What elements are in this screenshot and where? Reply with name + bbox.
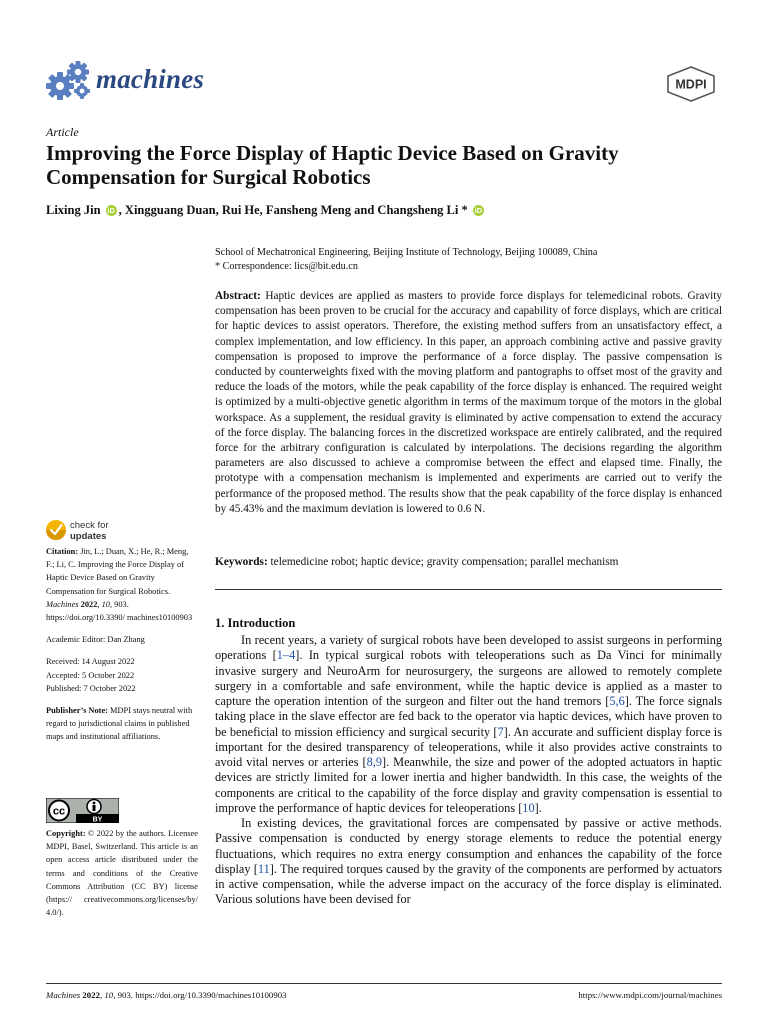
- citation-year: 2022: [78, 599, 98, 609]
- footer-journal: Machines: [46, 990, 81, 1000]
- text-run: ]. An accurate and sufficient display force is important for the desired transparency of teleoperations, while it also provides active constraints to avoid vital nerves or arteries [: [215, 724, 723, 769]
- text-run: ]. The force signals taking place in the slave effector are fed back to the operator via haptic devices, which have proven to be beneficial to mission efficiency and surgical security [: [215, 694, 722, 739]
- text-run: ]. The required torques caused by the gravity of the components are performed by actuators in active compensation, while the adverse impact on the accuracy of the force display is eliminated. Various solutions have been devised for: [215, 861, 722, 907]
- cc-by-license-badge[interactable]: [46, 798, 119, 823]
- svg-text:cc: cc: [52, 805, 66, 818]
- publishers-note-text: MDPI stays neutral with regard to jurisdictional claims in published maps and institutional affiliations.: [46, 706, 193, 742]
- paragraph: [215, 633, 722, 816]
- check-for-text: check for: [70, 520, 109, 531]
- text-run: In existing devices, the gravitational forces are compensated by passive or active methods. Passive compensation is conducted by energy storage elements to reduce the potential energy fluctuations, which requires no extra energy consumption and enhances the capability of the force display [: [215, 816, 722, 876]
- abstract-text: Haptic devices are applied as masters to provide force displays for telemedicinal robots. Gravity compensation has been proven to be crucial for the accuracy and capability of force displays, which are critical for haptic devices to assist operators. Therefore, the existing method suffers from an unsatisfactory effect, a complex implementation, and low efficiency. In this paper, an approach combining active and passive gravity compensation is proposed to improve the performance of a force display. The passive compensation is conducted by counterweights fixed with the moving platform and pantographs to offset most of the gravity and reduce the loads of the motors, while the peak capability of the force display is enhanced. The required weight is optimized by a multi-objective genetic algorithm in terms of the maximum torque of the motors in the global workspace. As a supplement, the residual gravity is eliminated by active compensation to extend the accuracy of the force display. The balancing forces in the discretized workspace are entirely calibrated, and the required force for the arbitrary configuration is calculated by interpolations. The decisions regarding the algorithm parameters are also discussed to achieve a compromise between the effect and elapsed time. Finally, the prototype with a compensation mechanism is implemented and experiments are carried out to verify the performance of the proposed method. The results show that the peak capability of the force display is enhanced by 45.43% and the maximum deviation is lowered to 0.6 N.: [215, 290, 722, 515]
- published-date: Published: 7 October 2022: [46, 683, 136, 693]
- reference-link[interactable]: 5,6: [609, 694, 625, 708]
- copyright-text: © 2022 by the authors. Licensee MDPI, Basel, Switzerland. This article is an open access article distributed under the terms and conditions of the Creative Commons Attribution (CC BY) license (https:// creativecommons.org/licenses/by/ 4.0/).: [46, 829, 198, 918]
- academic-editor: Academic Editor: Dan Zhang: [46, 635, 145, 645]
- received-date: Received: 14 August 2022: [46, 657, 135, 667]
- article-info-sidebar: [46, 545, 198, 744]
- keywords: [215, 556, 722, 568]
- text-run: ].: [534, 800, 542, 815]
- publishers-note-label: Publisher’s Note:: [46, 706, 108, 716]
- footer-journal-url[interactable]: https://www.mdpi.com/journal/machines: [578, 990, 722, 1000]
- citation: [46, 545, 198, 624]
- copyright-label: Copyright:: [46, 829, 86, 838]
- check-for-updates-badge[interactable]: [46, 516, 166, 544]
- copyright-notice: [46, 827, 198, 919]
- citation-journal: Machines: [46, 599, 79, 609]
- orcid-icon[interactable]: iD: [474, 206, 483, 215]
- affiliation-line: School of Mechatronical Engineering, Beijing Institute of Technology, Beijing 100089, China: [215, 247, 598, 258]
- affiliation-block: [215, 246, 597, 274]
- abstract: [215, 289, 722, 517]
- updates-text: updates: [70, 531, 107, 542]
- text-run: In recent years, a variety of surgical robots have been developed to assist surgeons in performing operations [: [215, 633, 722, 663]
- gears-icon: [46, 58, 92, 102]
- reference-link[interactable]: 10: [522, 800, 535, 815]
- correspondence-line: * Correspondence: lics@bit.edu.cn: [215, 261, 358, 272]
- keywords-label: Keywords:: [215, 556, 268, 568]
- publishers-note: [46, 704, 198, 744]
- footer-doi[interactable]: , 903. https://doi.org/10.3390/machines10100903: [113, 990, 287, 1000]
- mdpi-logo: [664, 66, 718, 102]
- accepted-date: Accepted: 5 October 2022: [46, 670, 135, 680]
- footer-divider: [46, 983, 722, 984]
- paper-title: Improving the Force Display of Haptic Device Based on Gravity Compensation for Surgical Robotics: [46, 141, 619, 189]
- citation-volume: , 10: [97, 599, 110, 609]
- check-icon: [46, 520, 66, 540]
- mdpi-logo-text: MDPI: [675, 77, 707, 92]
- footer-year: 2022: [80, 990, 100, 1000]
- citation-doi[interactable]: , 903. https://doi.org/10.3390/ machines10100903: [46, 599, 193, 623]
- journal-name: machines: [96, 64, 205, 94]
- author-list: [46, 203, 486, 218]
- reference-link[interactable]: 8,9: [366, 755, 382, 769]
- footer-citation: [46, 990, 287, 1000]
- citation-label: Citation:: [46, 547, 79, 556]
- abstract-label: Abstract:: [215, 290, 261, 302]
- text-run: ]. In typical surgical robots with teleoperations such as Da Vinci for minimally invasive surgery and NeuroArm for neurosurgery, the surgeons are allowed to remotely complete surgery in a comfortable and safe environment, while the haptic device is applied as a master to capture the operation intention of the surgeon and filter out the hand tremors [: [215, 648, 722, 708]
- keywords-text: telemedicine robot; haptic device; gravity compensation; parallel mechanism: [267, 556, 619, 568]
- author-separator: ,: [118, 203, 125, 217]
- author-name[interactable]: Lixing Jin: [46, 203, 101, 217]
- paragraph: [215, 816, 722, 908]
- orcid-icon[interactable]: iD: [107, 206, 115, 215]
- footer-volume: , 10: [100, 990, 114, 1000]
- article-type: Article: [46, 125, 79, 139]
- cc-by-label: BY: [92, 816, 103, 823]
- citation-text: Jin, L.; Duan, X.; He, R.; Meng, F.; Li, C. Improving the Force Display of Haptic Device Based on Gravity Compensation for Surgical Robotics.: [46, 547, 189, 596]
- reference-link[interactable]: 7: [497, 724, 504, 739]
- reference-link[interactable]: 11: [257, 861, 270, 876]
- introduction-body: [215, 633, 722, 908]
- section-divider: [215, 589, 722, 590]
- section-heading: 1. Introduction: [215, 616, 296, 630]
- author-names: Xingguang Duan, Rui He, Fansheng Meng and Changsheng Li *: [124, 203, 468, 217]
- text-run: ]. Meanwhile, the size and power of the adopted actuators in haptic devices are strictly limited for a lower inertia and higher bandwidth. In this case, the weights of the components are critical to the capability of the force display and gravity compensation is essential to improve the performance of haptic devices for teleoperations [: [215, 755, 722, 815]
- reference-link[interactable]: 1–4: [276, 648, 296, 663]
